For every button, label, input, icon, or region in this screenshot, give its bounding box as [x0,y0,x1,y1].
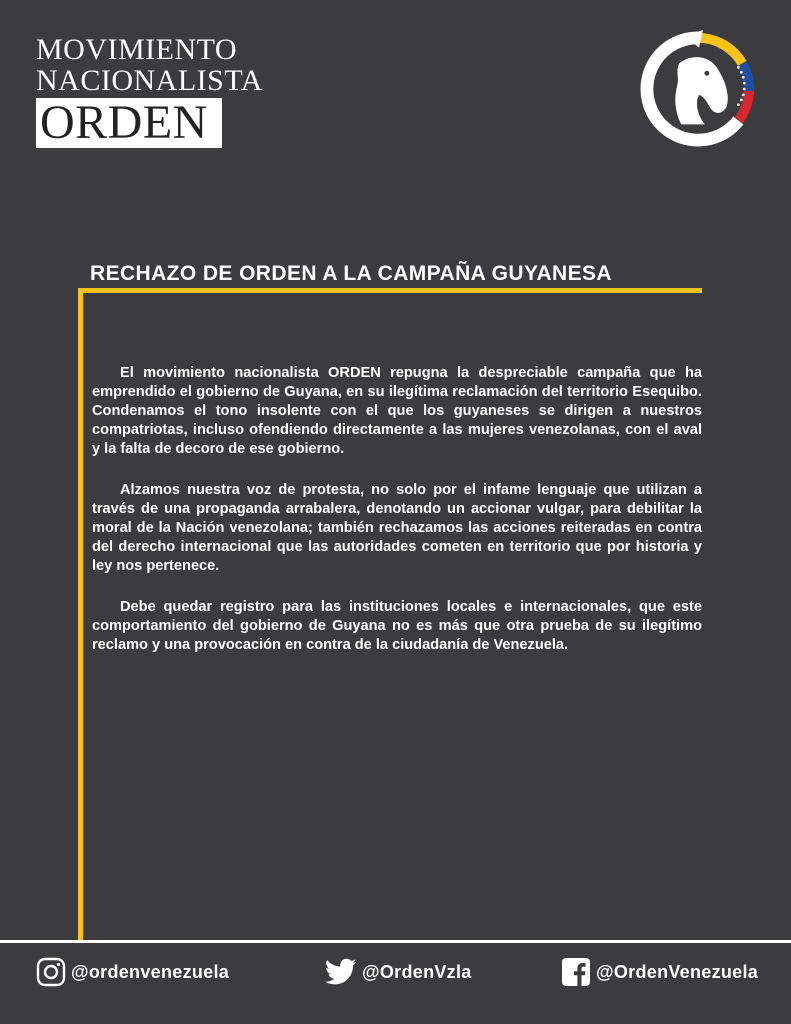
page-title: RECHAZO DE ORDEN A LA CAMPAÑA GUYANESA [90,262,612,285]
horse-head-emblem-icon [640,30,758,148]
paragraph: Debe quedar registro para las instituciones locales e internacionales, que este comportamiento del gobierno de Guyana no es más que otra prueba de su ilegítimo reclamo y una provocación en contra de la ciudadanía de Venezuela. [92,599,702,653]
facebook-handle[interactable]: @OrdenVenezuela [596,961,759,982]
accent-horizontal-divider [78,288,702,293]
footer-divider [0,940,791,943]
twitter-handle[interactable]: @OrdenVzla [362,961,472,982]
footer-facebook[interactable] [561,956,758,988]
instagram-handle[interactable]: @ordenvenezuela [71,961,230,982]
footer-instagram[interactable] [36,956,229,988]
paragraph: El movimiento nacionalista ORDEN repugna la despreciable campaña que ha emprendido el gobierno de Guyana, en su ilegítima reclamación del territorio Esequibo. Condenamos el tono insolente con el que los guyaneses se dirigen a nuestros compatriotas, incluso ofendiendo directamente a las mujeres venezolanas, con el aval y la falta de decoro de ese gobierno. [92,365,702,457]
footer-twitter[interactable] [325,956,472,988]
logo-orden-box: ORDEN [36,98,222,148]
statement-body [92,364,702,677]
accent-vertical-divider [78,288,83,942]
facebook-icon [561,957,591,987]
twitter-icon [325,958,357,986]
paragraph: Alzamos nuestra voz de protesta, no solo por el infame lenguaje que utilizan a través de una propaganda arrabalera, denotando un accionar vulgar, para debilitar la moral de la Nación venezolana; también rechazamos las acciones reiteradas en contra del derecho internacional que las autoridades cometen en territorio que por historia y ley nos pertenece. [92,482,702,574]
logo-line-nacionalista: NACIONALISTA [36,64,263,97]
organization-logo [36,34,266,148]
logo-line-movimiento: MOVIMIENTO [36,33,238,66]
instagram-icon [36,957,66,987]
